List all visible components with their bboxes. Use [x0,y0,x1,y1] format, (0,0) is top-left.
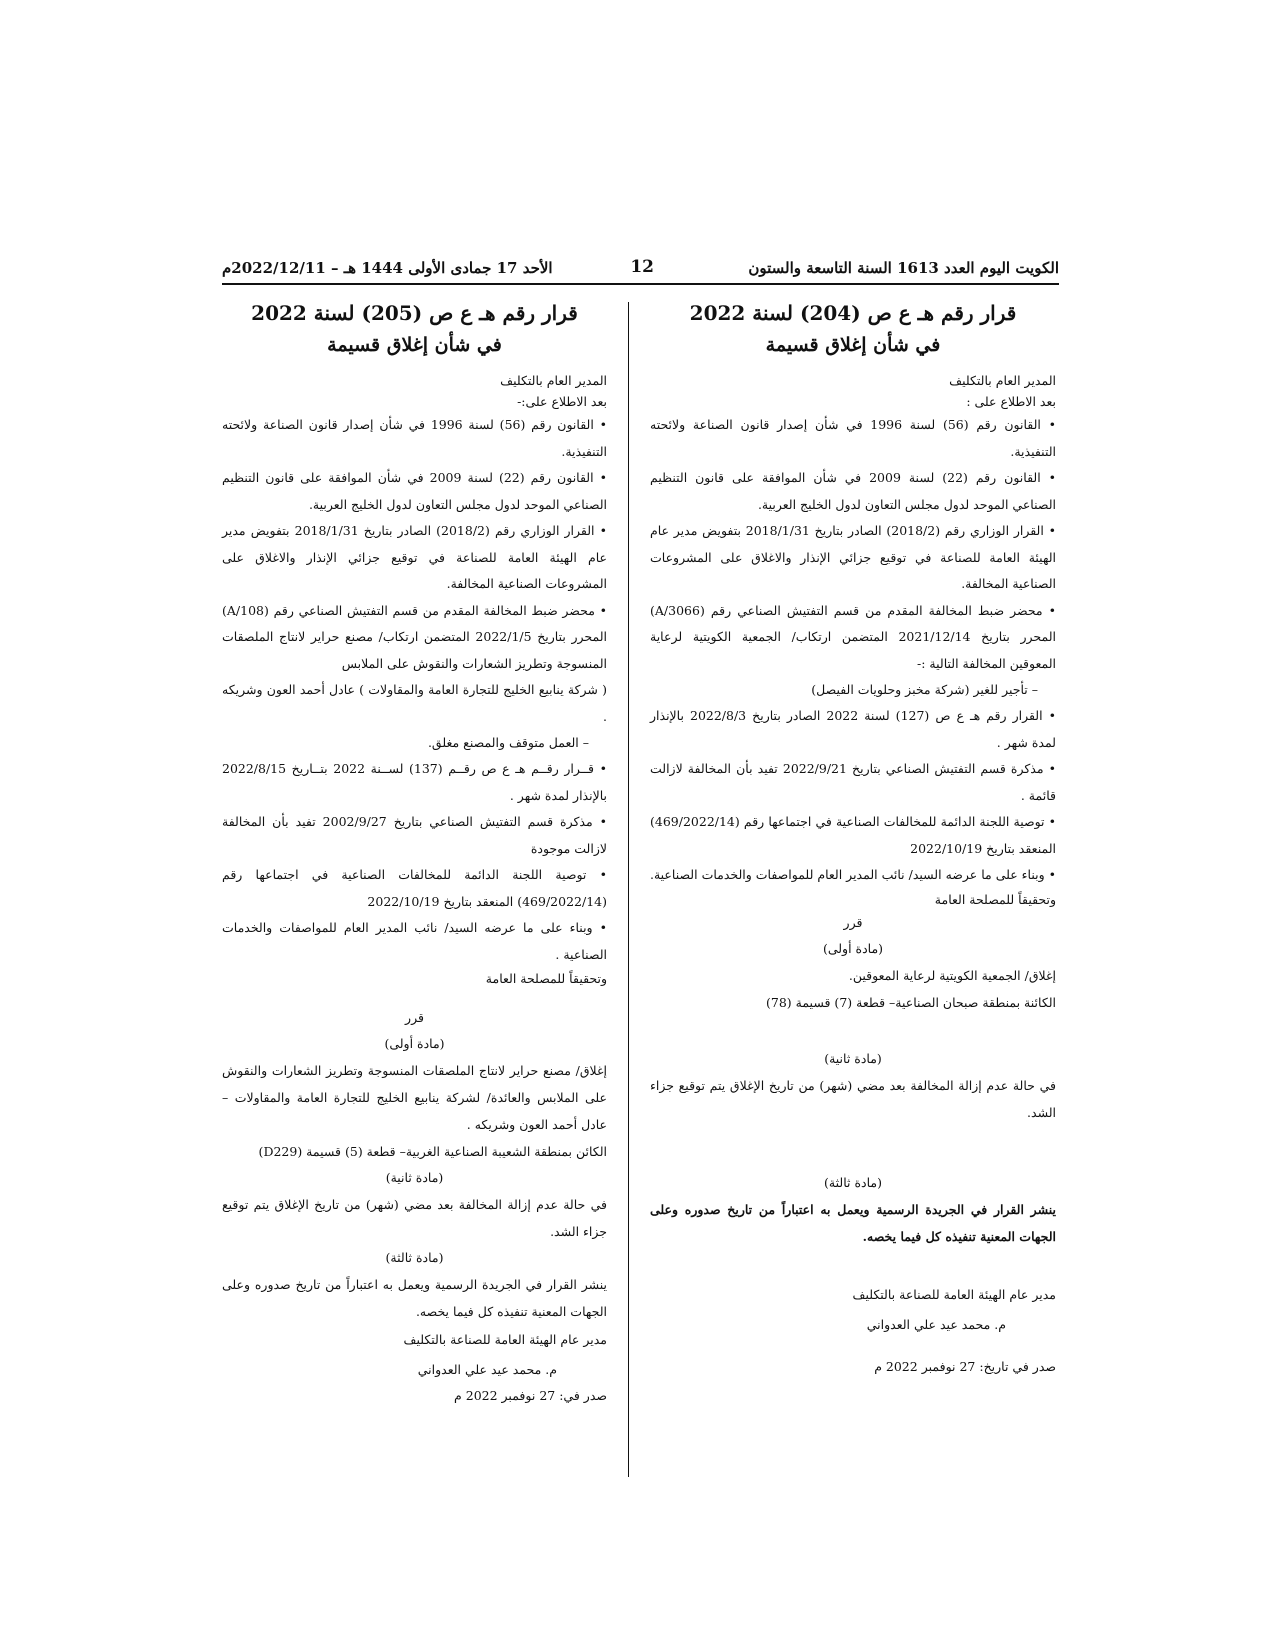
public-interest-line: وتحقيقاً للمصلحة العامة [485,971,607,986]
article-1-heading: (مادة أولى) [384,1036,445,1051]
review-item: • القرار الوزاري رقم (2018/2) الصادر بتاريخ 2018/1/31 بتفويض مدير عام الهيئة العامة للصناعة في توقيع جزائي الإنذار والاغلاق على المشروعات الصناعية المخالفة. [222,523,607,591]
review-item: • توصية اللجنة الدائمة للمخالفات الصناعية في اجتماعها رقم (469/2022/14) المنعقد بتاريخ 2022/10/19 [222,867,607,909]
review-item: • القرار رقم هـ ع ص (127) لسنة 2022 الصادر بتاريخ 2022/8/3 بالإنذار لمدة شهر . [650,708,1056,750]
review-item: • القانون رقم (56) لسنة 1996 في شأن إصدار قانون الصناعة ولائحته التنفيذية. [650,417,1056,459]
decided-heading: قرر [843,914,863,930]
review-item: • محضر ضبط المخالفة المقدم من قسم التفتيش الصناعي رقم (3066/A) المحرر بتاريخ 2021/12/14 المتضمن ارتكاب/ الجمعية الكويتية لرعاية المعوقين المخالفة التالية :- [650,602,1056,671]
review-item: • القرار الوزاري رقم (2018/2) الصادر بتاريخ 2018/1/31 بتفويض مدير عام الهيئة العامة للصناعة في توقيع جزائي الإنذار والاغلاق على المشروعات الصناعية المخالفة. [650,523,1056,591]
article-1-location: الكائنة بمنطقة صبحان الصناعية– قطعة (7) قسيمة (78) [765,994,1056,1010]
director-line: المدير العام بالتكليف [500,373,607,388]
decision-subtitle: في شأن إغلاق قسيمة [327,334,502,356]
article-1-text: إغلاق/ مصنع حراير لانتاج الملصقات المنسوجة وتطريز الشعارات والنقوش على الملابس والعائدة/ لشركة ينابيع الخليج للتجارة العامة والمقاولات – عادل أحمد العون وشريكه . [222,1063,607,1132]
article-2-text: في حالة عدم إزالة المخالفة بعد مضي (شهر) من تاريخ الإغلاق يتم توقيع جزاء الشد. [222,1197,607,1239]
page-header [222,255,1059,283]
signatory-name: م. محمد عيد علي العدواني [417,1362,557,1377]
after-review-line: بعد الاطلاع على:- [517,394,607,409]
article-3-heading: (مادة ثالثة) [385,1250,444,1265]
violation-item: – تأجير للغير (شركة مخبز وحلويات الفيصل) [811,682,1038,697]
article-3-heading: (مادة ثالثة) [824,1174,882,1190]
decision-title: قرار رقم هـ ع ص (205) لسنة 2022 [251,301,578,325]
article-2-heading: (مادة ثانية) [385,1170,444,1185]
after-review-line: بعد الاطلاع على : [966,394,1056,409]
issued-date: صدر في تاريخ: 27 نوفمبر 2022 م [874,1358,1056,1374]
page-number: 12 [630,257,654,277]
signatory-name: م. محمد عيد علي العدواني [866,1316,1006,1332]
decision-204-column [650,296,1056,1377]
review-item: • وبناء على ما عرضه السيد/ نائب المدير العام للمواصفات والخدمات الصناعية. [649,867,1056,882]
article-1-text: إغلاق/ الجمعية الكويتية لرعاية المعوقين. [848,967,1056,983]
review-item: • وبناء على ما عرضه السيد/ نائب المدير العام للمواصفات والخدمات الصناعية . [222,920,607,962]
article-2-text: في حالة عدم إزالة المخالفة بعد مضي (شهر) من تاريخ الإغلاق يتم توقيع جزاء الشد. [650,1077,1056,1120]
review-item: ( شركة ينابيع الخليج للتجارة العامة والمقاولات ) عادل أحمد العون وشريكه . [222,682,607,724]
signatory-title: مدير عام الهيئة العامة للصناعة بالتكليف [852,1286,1056,1302]
header-date: الأحد 17 جمادى الأولى 1444 هـ – 2022/12/11م [222,259,553,277]
review-item: • محضر ضبط المخالفة المقدم من قسم التفتيش الصناعي رقم (108/A) المحرر بتاريخ 2022/1/5 المتضمن ارتكاب/ مصنع حراير لانتاج الملصقات المنسوجة وتطريز الشعارات والنقوش على الملابس [222,602,607,671]
header-rule [222,283,1059,285]
article-3-text: ينشر القرار في الجريدة الرسمية ويعمل به اعتباراً من تاريخ صدوره وعلى الجهات المعنية تنفيذه كل فيما يخصه. [222,1277,607,1319]
article-2-heading: (مادة ثانية) [824,1050,882,1066]
review-item: • القانون رقم (22) لسنة 2009 في شأن الموافقة على قانون التنظيم الصناعي الموحد لدول مجلس التعاون لدول الخليج العربية. [222,470,608,512]
decision-205-column [222,296,607,1406]
article-1-heading: (مادة أولى) [822,940,884,956]
decision-title: قرار رقم هـ ع ص (204) لسنة 2022 [689,301,1017,325]
decided-heading: قرر [405,1010,424,1025]
decision-subtitle: في شأن إغلاق قسيمة [765,334,941,356]
review-item: • قــرار رقــم هـ ع ص رقــم (137) لســنة 2022 بتــاريخ 2022/8/15 بالإنذار لمدة شهر . [222,761,607,803]
review-item: • مذكرة قسم التفتيش الصناعي بتاريخ 2002/9/27 تفيد بأن المخالفة لازالت موجودة [222,814,607,856]
review-item: • القانون رقم (56) لسنة 1996 في شأن إصدار قانون الصناعة ولائحته التنفيذية. [222,417,608,459]
director-line: المدير العام بالتكليف [949,373,1056,388]
column-divider [628,302,629,1477]
article-1-location: الكائن بمنطقة الشعيبة الصناعية الغربية– قطعة (5) قسيمة (D229) [258,1144,607,1159]
issued-date: صدر في: 27 نوفمبر 2022 م [454,1388,607,1403]
signatory-title: مدير عام الهيئة العامة للصناعة بالتكليف [403,1332,607,1347]
review-item: • القانون رقم (22) لسنة 2009 في شأن الموافقة على قانون التنظيم الصناعي الموحد لدول مجلس التعاون لدول الخليج العربية. [650,470,1056,512]
header-issue: الكويت اليوم العدد 1613 السنة التاسعة والستون [748,259,1059,277]
review-item: • مذكرة قسم التفتيش الصناعي بتاريخ 2022/9/21 تفيد بأن المخالفة لازالت قائمة . [650,761,1056,803]
review-item: • توصية اللجنة الدائمة للمخالفات الصناعية في اجتماعها رقم (469/2022/14) المنعقد بتاريخ 2022/10/19 [650,814,1056,856]
public-interest-line: وتحقيقاً للمصلحة العامة [934,891,1056,907]
article-3-text: ينشر القرار في الجريدة الرسمية ويعمل به اعتباراً من تاريخ صدوره وعلى الجهات المعنية تنفيذه كل فيما يخصه. [650,1201,1056,1244]
violation-item: – العمل متوقف والمصنع مغلق. [427,735,589,750]
